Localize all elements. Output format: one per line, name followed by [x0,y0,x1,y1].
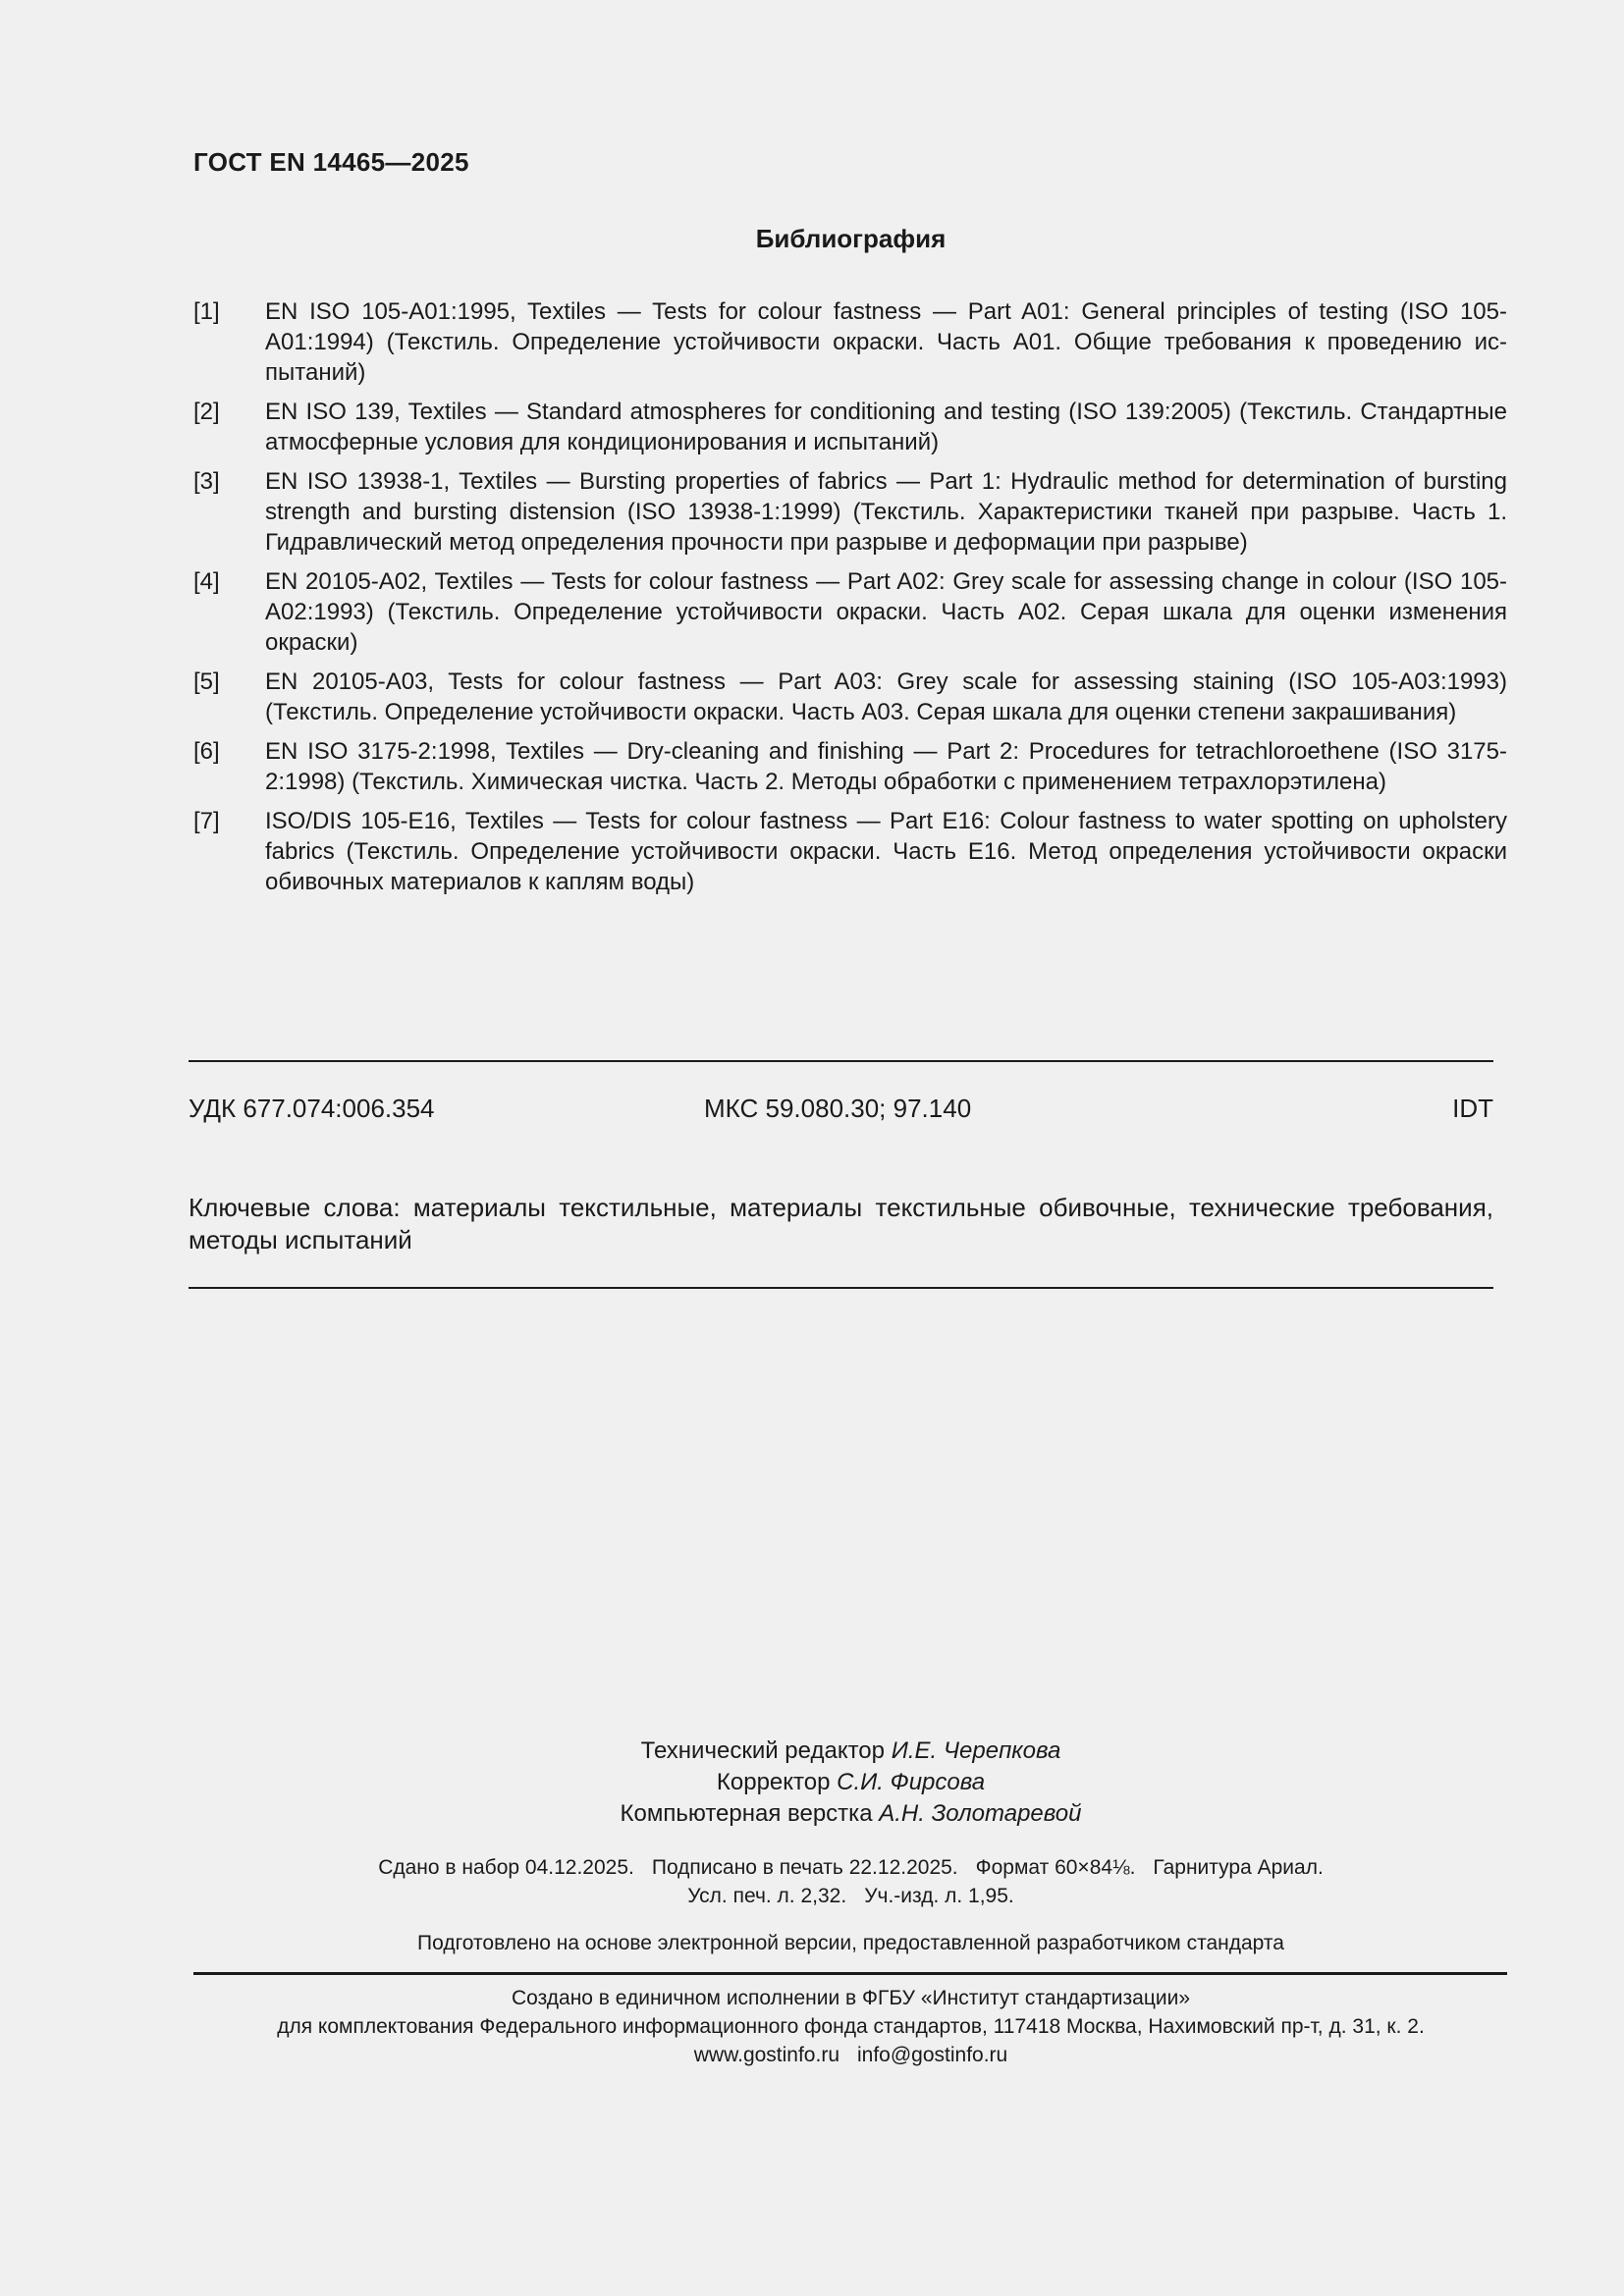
prepared-note: Подготовлено на основе электронной версии, предоставленной разработчиком стандарта [417,1932,1284,1954]
bibliography-item [193,566,1507,658]
bibliography-item-number: [2] [193,399,220,425]
footer [0,1984,1624,2069]
keywords: Ключевые слова: материалы текстильные, материалы текстильные обивочные, технические требования, методы испытаний [189,1193,1493,1255]
udk-code: УДК 677.074:006.354 [189,1094,435,1123]
bibliography-item-number: [6] [193,738,220,765]
print-sheets: Усл. печ. л. 2,32. [687,1885,847,1907]
tech-editor-line [0,1735,1624,1767]
divider-keywords [189,1287,1493,1289]
print-info [0,1853,1624,1910]
website-link[interactable]: www.gostinfo.ru [693,2044,839,2066]
mks-code: МКС 59.080.30; 97.140 [704,1094,972,1123]
credits-block [0,1735,1624,1830]
paper-format: Формат 60×84⅛. [975,1856,1136,1879]
corrector-line [0,1767,1624,1798]
bibliography-item-text: EN ISO 3175-2:1998, Textiles — Dry-cleaning and finishing — Part 2: Procedures for tetrachloroethene (ISO 3175-2:1998) (Текстиль. Химическая чистка. Часть 2. Методы обработки с применением тетрахлорэтилена) [265,738,1507,795]
tech-editor-label: Технический редактор [640,1737,886,1764]
print-info-line-1 [0,1853,1624,1882]
footer-line-1: Создано в единичном исполнении в ФГБУ «Институт стандартизации» [511,1987,1191,2009]
bibliography-item-text: EN 20105-A02, Textiles — Tests for colour fastness — Part A02: Grey scale for assessing change in colour (ISO 105-A02:1993) (Текстиль. Определение устойчивости окраски. Часть A02. Серая шкала для оценки изменения окраски) [265,568,1507,656]
divider-footer [193,1972,1507,1975]
layout-line [0,1798,1624,1830]
publication-sheets: Уч.-изд. л. 1,95. [864,1885,1014,1907]
bibliography-item-text: EN 20105-A03, Tests for colour fastness — Part A03: Grey scale for assessing staining (ISO 105-A03:1993) (Текстиль. Определение устойчивости окраски. Часть A03. Серая шкала для оценки степени закрашивания) [265,668,1507,725]
tech-editor-name: И.Е. Черепкова [891,1737,1061,1764]
email-link[interactable]: info@gostinfo.ru [857,2044,1008,2066]
bibliography-item [193,736,1507,797]
bibliography-item-number: [7] [193,808,220,834]
document-code: ГОСТ EN 14465—2025 [193,147,469,177]
corrector-label: Корректор [716,1769,831,1795]
bibliography-item-number: [1] [193,298,220,325]
typeface: Гарнитура Ариал. [1153,1856,1324,1879]
footer-line-2: для комплектования Федерального информационного фонда стандартов, 117418 Москва, Нахимовский пр-т, д. 31, к. 2. [277,2015,1425,2038]
signed-date: Подписано в печать 22.12.2025. [651,1856,958,1879]
bibliography-item-number: [4] [193,568,220,595]
bibliography-item-text: EN ISO 13938-1, Textiles — Bursting properties of fabrics — Part 1: Hydraulic method for determination of bursting strength and bursting distension (ISO 13938-1:1999) (Текстиль. Характеристики тканей при разрыве. Часть 1. Гидравлический метод определения прочности при разрыве и деформации при разрыве) [265,468,1507,556]
submitted-date: Сдано в набор 04.12.2025. [378,1856,634,1879]
bibliography-item-text: EN ISO 139, Textiles — Standard atmospheres for conditioning and testing (ISO 139:2005) (Текстиль. Стандартные атмосферные условия для кондиционирования и испытаний) [265,399,1507,455]
divider-top [189,1060,1493,1062]
print-info-line-2 [0,1882,1624,1910]
bibliography-item-text: ISO/DIS 105-E16, Textiles — Tests for colour fastness — Part E16: Colour fastness to water spotting on upholstery fabrics (Текстиль. Определение устойчивости окраски. Часть E16. Метод определения устойчивости окраски обивочных материалов к каплям воды) [265,808,1507,895]
bibliography-item-text: EN ISO 105-A01:1995, Textiles — Tests for colour fastness — Part A01: General principles of testing (ISO 105-A01:1994) (Текстиль. Определение устойчивости окраски. Часть A01. Общие требования к проведению испытаний) [265,298,1507,386]
bibliography-title: Библиография [755,224,947,253]
bibliography-item [193,667,1507,727]
corrector-name: С.И. Фирсова [837,1769,986,1795]
layout-label: Компьютерная верстка [620,1800,873,1827]
idt-marker: IDT [1452,1094,1493,1123]
bibliography-item [193,466,1507,558]
bibliography-list [193,296,1507,906]
bibliography-item-number: [3] [193,468,220,495]
bibliography-item [193,397,1507,457]
bibliography-item [193,806,1507,897]
bibliography-item [193,296,1507,388]
layout-name: А.Н. Золотаревой [879,1800,1082,1827]
footer-contacts [0,2041,1624,2069]
bibliography-item-number: [5] [193,668,220,695]
